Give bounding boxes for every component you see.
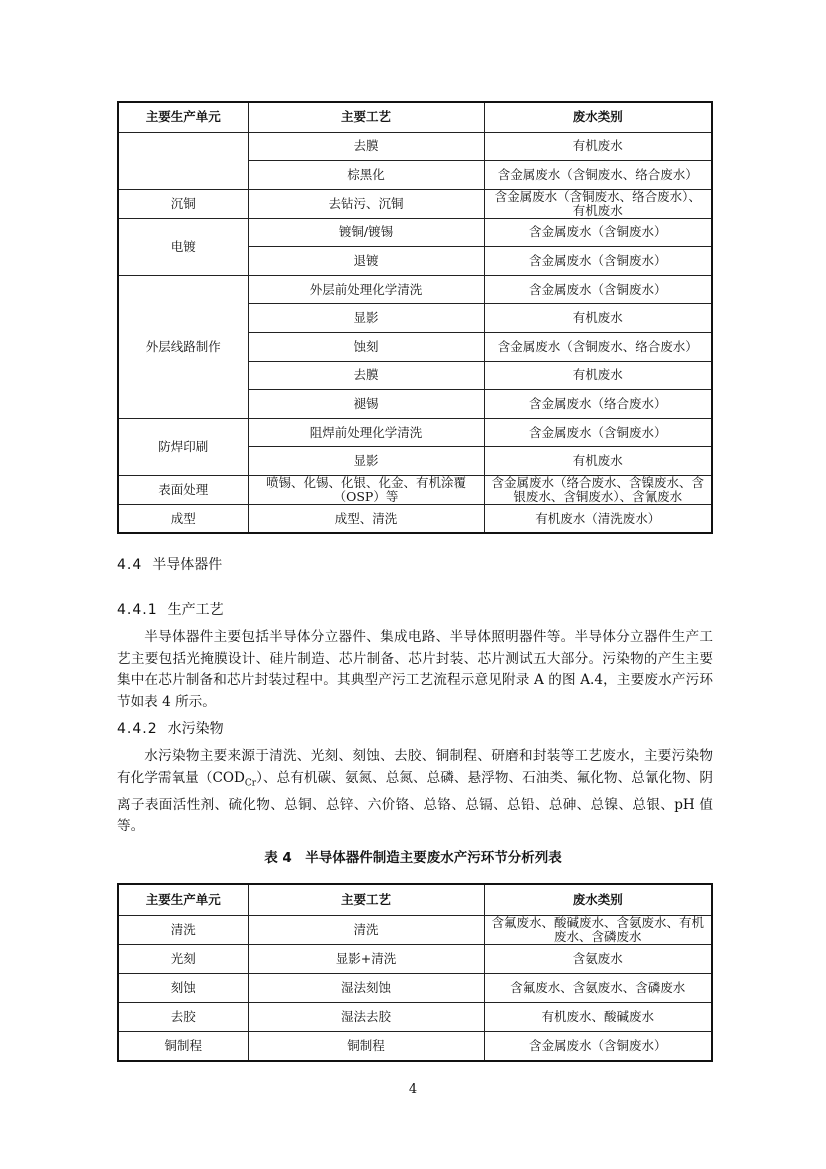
section-title: 半导体器件 [152,557,223,573]
cell-process: 阻焊前处理化学清洗 [248,418,484,447]
table-4-semiconductor-wastewater [117,883,713,1062]
table-header-row [118,102,712,132]
cell-process: 清洗 [248,915,484,944]
table-3-pcb-wastewater [117,101,713,534]
cell-process: 去膜 [248,132,484,161]
cell-process: 显影 [248,447,484,476]
table-header-row [118,884,712,915]
cell-wastewater: 有机废水 [484,132,712,161]
table-4-caption: 表 4 半导体器件制造主要废水产污环节分析列表 [264,850,562,866]
paragraph-production-process: 半导体器件主要包括半导体分立器件、集成电路、半导体照明器件等。半导体分立器件生产工艺主要包括光掩膜设计、硅片制造、芯片制备、芯片封装、芯片测试五大部分。污染物的产生主要集中在芯片制备和芯片封装过程中。其典型产污工艺流程示意见附录 A 的图 A.4，主要废水产污环节如表 4 所示。 [117,629,713,710]
table-row [118,132,712,161]
cell-process: 蚀刻 [248,333,484,362]
cell-process: 显影+清洗 [248,944,484,973]
table-row [118,418,712,447]
cell-process: 镀铜/镀锡 [248,218,484,247]
section-title: 水污染物 [167,721,224,737]
cell-unit: 表面处理 [118,476,248,505]
cell-unit [118,132,248,189]
cell-process: 退镀 [248,247,484,276]
cell-unit: 清洗 [118,915,248,944]
cell-process: 去钻污、沉铜 [248,189,484,218]
header-unit: 主要生产单元 [118,884,248,915]
cell-wastewater: 含金属废水（含铜废水、络合废水）、有机废水 [484,189,712,218]
cell-process: 湿法去胶 [248,1003,484,1032]
table-row [118,189,712,218]
cell-process: 铜制程 [248,1032,484,1061]
section-heading-4-4: 4.4 半导体器件 [117,557,223,573]
cell-wastewater: 有机废水（清洗废水） [484,505,712,534]
header-wastewater: 废水类别 [484,884,712,915]
header-process: 主要工艺 [248,102,484,132]
table-row [118,476,712,505]
table-row [118,275,712,304]
table-row [118,1003,712,1032]
cell-wastewater: 含氟废水、含氨废水、含磷废水 [484,973,712,1002]
cell-wastewater: 含金属废水（含铜废水） [484,1032,712,1061]
page-number: 4 [408,1082,418,1097]
cell-wastewater: 含金属废水（含铜废水） [484,275,712,304]
cell-unit: 沉铜 [118,189,248,218]
cell-unit: 刻蚀 [118,973,248,1002]
cell-process: 湿法刻蚀 [248,973,484,1002]
cell-wastewater: 含金属废水（含铜废水） [484,247,712,276]
cell-process: 去膜 [248,361,484,390]
cell-wastewater: 有机废水 [484,361,712,390]
table-row [118,915,712,944]
cell-process: 棕黑化 [248,161,484,190]
table-row [118,218,712,247]
section-heading-4-4-1: 4.4.1 生产工艺 [117,602,224,618]
cell-wastewater: 含金属废水（含铜废水、络合废水） [484,333,712,362]
table-row [118,973,712,1002]
table-row [118,944,712,973]
cell-wastewater: 含氟废水、酸碱废水、含氨废水、有机废水、含磷废水 [484,915,712,944]
table-row [118,1032,712,1061]
cell-process: 外层前处理化学清洗 [248,275,484,304]
cell-wastewater: 有机废水、酸碱废水 [484,1003,712,1032]
cell-unit: 铜制程 [118,1032,248,1061]
table-row [118,505,712,534]
header-process: 主要工艺 [248,884,484,915]
cell-unit: 电镀 [118,218,248,275]
cell-process: 褪锡 [248,390,484,419]
cell-unit: 光刻 [118,944,248,973]
cell-unit: 防焊印刷 [118,418,248,475]
cell-wastewater: 含金属废水（含铜废水） [484,418,712,447]
header-unit: 主要生产单元 [118,102,248,132]
cell-wastewater: 含氨废水 [484,944,712,973]
section-heading-4-4-2: 4.4.2 水污染物 [117,721,224,737]
cell-process: 显影 [248,304,484,333]
cell-wastewater: 含金属废水（络合废水、含镍废水、含银废水、含铜废水）、含氰废水 [484,476,712,505]
cell-wastewater: 含金属废水（含铜废水） [484,218,712,247]
cell-process: 喷锡、化锡、化银、化金、有机涂覆（OSP）等 [248,476,484,505]
cell-wastewater: 含金属废水（含铜废水、络合废水） [484,161,712,190]
cell-wastewater: 有机废水 [484,304,712,333]
cell-unit: 外层线路制作 [118,275,248,418]
section-title: 生产工艺 [167,602,224,618]
cell-unit: 去胶 [118,1003,248,1032]
cell-wastewater: 有机废水 [484,447,712,476]
cell-wastewater: 含金属废水（络合废水） [484,390,712,419]
cell-process: 成型、清洗 [248,505,484,534]
cell-unit: 成型 [118,505,248,534]
paragraph-water-pollutants: 水污染物主要来源于清洗、光刻、刻蚀、去胶、铜制程、研磨和封装等工艺废水，主要污染物有化学需氧量$(COD_{Cr})$、总有机碳、氨氮、总氮、总磷、悬浮物、石油类、氟化物、总氰化物、阴离子表面活性剂、硫化物、总铜、总锌、六价铬、总铬、总镉、总铅、总砷、总镍、总银、pH 值等。 [117,748,713,835]
header-wastewater: 废水类别 [484,102,712,132]
